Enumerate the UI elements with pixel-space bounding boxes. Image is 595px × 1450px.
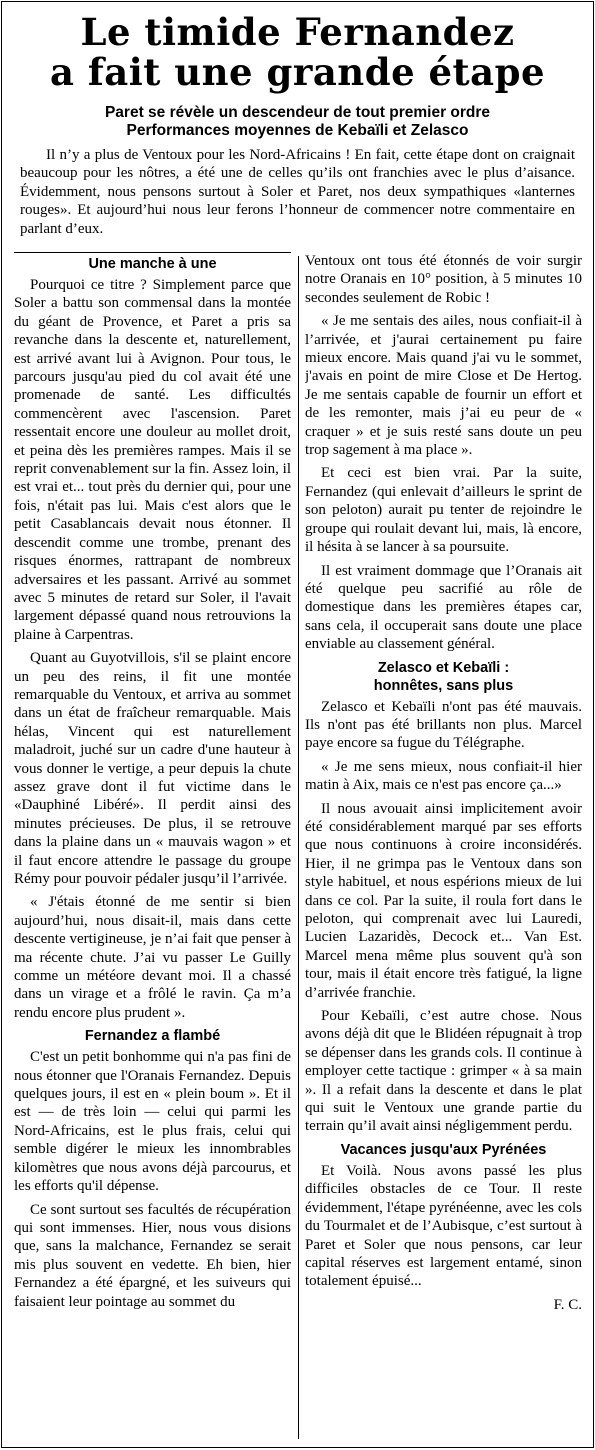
headline xyxy=(2,12,593,92)
headline-line-2: a fait une grande étape xyxy=(49,50,546,94)
paragraph-continued: Ventoux ont tous été étonnés de voir surgir notre Oranais en 10° position, à 5 minutes 10 secondes seulement de Robic ! xyxy=(305,253,582,306)
paragraph: Il nous avouait ainsi implicitement avoir été considérablement marqué par ses efforts que nous continuons à croire inconsidérés. Hier, il ne grimpa pas le Ventoux dans son style habituel, et nous espérions mieux de lui dans ce col. Par la suite, il roula fort dans le peloton, qui comprenait avec lui Lauredi, Lucien Lazaridès, Decock et... Van Est. Marcel mena même plus souvent qu'à son tour, mais il était encore très fatigué, la ligne d’arrivée franchie. xyxy=(305,800,582,1001)
paragraph: « Je me sentais des ailes, nous confiait-il à l’arrivée, et j'aurai certainement pu faire mieux encore. Mais quand j'ai vu le sommet, j'avais en point de mire Close et De Hertog. Je me sentais capable de fournir un effort et de les remonter, mais j’ai eu peur de « craquer » et je suis resté sans doute un peu trop sagement à ma place ». xyxy=(305,313,582,459)
paragraph: Il est vraiment dommage que l’Oranais ait été quelque peu sacrifié au rôle de domestique dans les premières étapes car, sans cela, il occuperait sans doute une place enviable au classement général. xyxy=(305,562,582,653)
paragraph: « J'étais étonné de me sentir si bien aujourd’hui, nous disait-il, mais dans cette descente vertigineuse, je n’ai fait que penser à ma récente chute. J’ai vu passer Le Guilly comme un météore devant moi. Il a chassé dans un virage et a frôlé le ravin. Ça m’a rendu encore plus prudent ». xyxy=(14,894,291,1021)
section-heading: Fernandez a flambé xyxy=(84,1028,221,1045)
paragraph: Ce sont surtout ses facultés de récupération qui sont immenses. Hier, nous vous disions que, sans la malchance, Fernandez se serait mis plus souvent en vedette. Eh bien, hier Fernandez a été épargné, et les suiveurs qui faisaient leur pointage au sommet du xyxy=(14,1201,291,1310)
subheadline-line-1: Paret se révèle un descendeur de tout premier ordre xyxy=(104,104,491,121)
left-column xyxy=(14,252,291,1439)
paragraph: Pour Kebaïli, c’est autre chose. Nous avons déjà dit que le Blidéen répugnait à trop se dépenser dans les grands cols. Il continue à employer cette tactique : grimper « à sa main ». Il a refait dans la descente et dans le plat qui suit le Ventoux une grande partie du terrain qu’il avait ainsi négligemment perdu. xyxy=(305,1008,582,1135)
author-signature: F. C. xyxy=(553,1296,582,1313)
headline-line-1: Le timide Fernandez xyxy=(80,10,515,54)
newspaper-clipping xyxy=(1,1,594,1448)
section-heading-line-1: Zelasco et Kebaïli : xyxy=(377,659,510,676)
paragraph: Et Voilà. Nous avons passé les plus difficiles obstacles de ce Tour. Il reste évidemment, l'étape pyrénéenne, avec les cols du Tourmalet et de l’Aubisque, c’est surtout à Paret et Soler que nous pensons, car leur capital réserves est largement entamé, sinon totalement épuisé... xyxy=(305,1162,582,1290)
intro-text: Il n’y a plus de Ventoux pour les Nord-Africains ! En fait, cette étape dont on craignait beaucoup pour les nôtres, a été une de celles qu’ils ont franchies avec le plus d’aisance. Évidemment, nous pensons surtout à Soler et Paret, nos deux sympathiques «lanternes rouges». Et aujourd’hui nous leur ferons l’honneur de commencer notre commentaire en parlant d’eux. xyxy=(20,147,575,237)
section-heading: Une manche à une xyxy=(88,256,217,272)
section-rule xyxy=(14,252,291,253)
right-column xyxy=(305,252,582,1439)
intro-paragraph xyxy=(20,146,575,238)
column-divider xyxy=(298,256,299,1439)
paragraph: C'est un petit bonhomme qui n'a pas fini de nous étonner que l'Oranais Fernandez. Depuis quelques jours, il est en « plein boum ». Et il est — de très loin — celui qui parmi les Nord-Africains, est le plus frais, celui qui semble digérer le mieux les innombrables kilomètres que nous avons déjà parcourus, et les efforts qu'il dépense. xyxy=(14,1049,291,1195)
section-heading-line-2: honnêtes, sans plus xyxy=(373,677,514,694)
article-columns xyxy=(14,252,581,1439)
signature-row xyxy=(305,1296,582,1314)
paragraph: Zelasco et Kebaïli n'ont pas été mauvais. Ils n'ont pas été brillants non plus. Marcel paye encore sa fugue du Télégraphe. xyxy=(305,698,582,752)
paragraph: Quant au Guyotvillois, s'il se plaint encore un peu des reins, il fit une montée remarquable du Ventoux, et arriva au sommet dans un état de fraîcheur remarquable. Mais hélas, Vincent qui est naturellement maladroit, juché sur un cadre d'une hauteur à vous donner le vertige, a peur depuis la chute assez grave dont il fut victime dans le «Dauphiné Libéré». Il perdit ainsi des minutes précieuses. De plus, il se retrouve dans la plaine dans un « mauvais wagon » et il faut encore attendre le passage du groupe Rémy pour pouvoir pédaler jusqu’il l’arrivée. xyxy=(14,650,291,887)
section-heading: Vacances jusqu'aux Pyrénées xyxy=(340,1141,547,1158)
subheadline-line-2: Performances moyennes de Kebaïli et Zelasco xyxy=(126,122,469,139)
section-heading xyxy=(305,659,582,695)
paragraph: Pourquoi ce titre ? Simplement parce que Soler a battu son commensal dans la montée du géant de Provence, et Paret a pris sa revanche dans la descente et, naturellement, est arrivé avant lui à Avignon. Pour tous, le parcours jusqu'au pied du col avait été une promenade de santé. Les difficultés commencèrent avec l'ascension. Paret ressentait encore une douleur au mollet droit, et peina dès les premières rampes. Mais il se reprit convenablement sur la fin. Assez loin, il est vrai et... tout près du dernier qui, pour une fois, n'était pas lui. Mais c'est alors que le petit Casablancais devait nous étonner. Il descendit comme une trombe, prenant des risques énormes, rattrapant de nombreux adversaires et les passant. Arrivé au sommet avec 5 minutes de retard sur Soler, il l'avait largement dépassé quand nous retrouvions la plaine à Carpentras. xyxy=(14,277,291,643)
paragraph: Et ceci est bien vrai. Par la suite, Fernandez (qui enlevait d’ailleurs le sprint de son peloton) aurait pu tenter de rejoindre le groupe qui roulait devant lui, mais, là encore, il hésita à se lancer à sa poursuite. xyxy=(305,465,582,556)
paragraph: « Je me sens mieux, nous confiait-il hier matin à Aix, mais ce n'est pas encore ça...» xyxy=(305,758,582,794)
subheadline xyxy=(2,104,593,140)
